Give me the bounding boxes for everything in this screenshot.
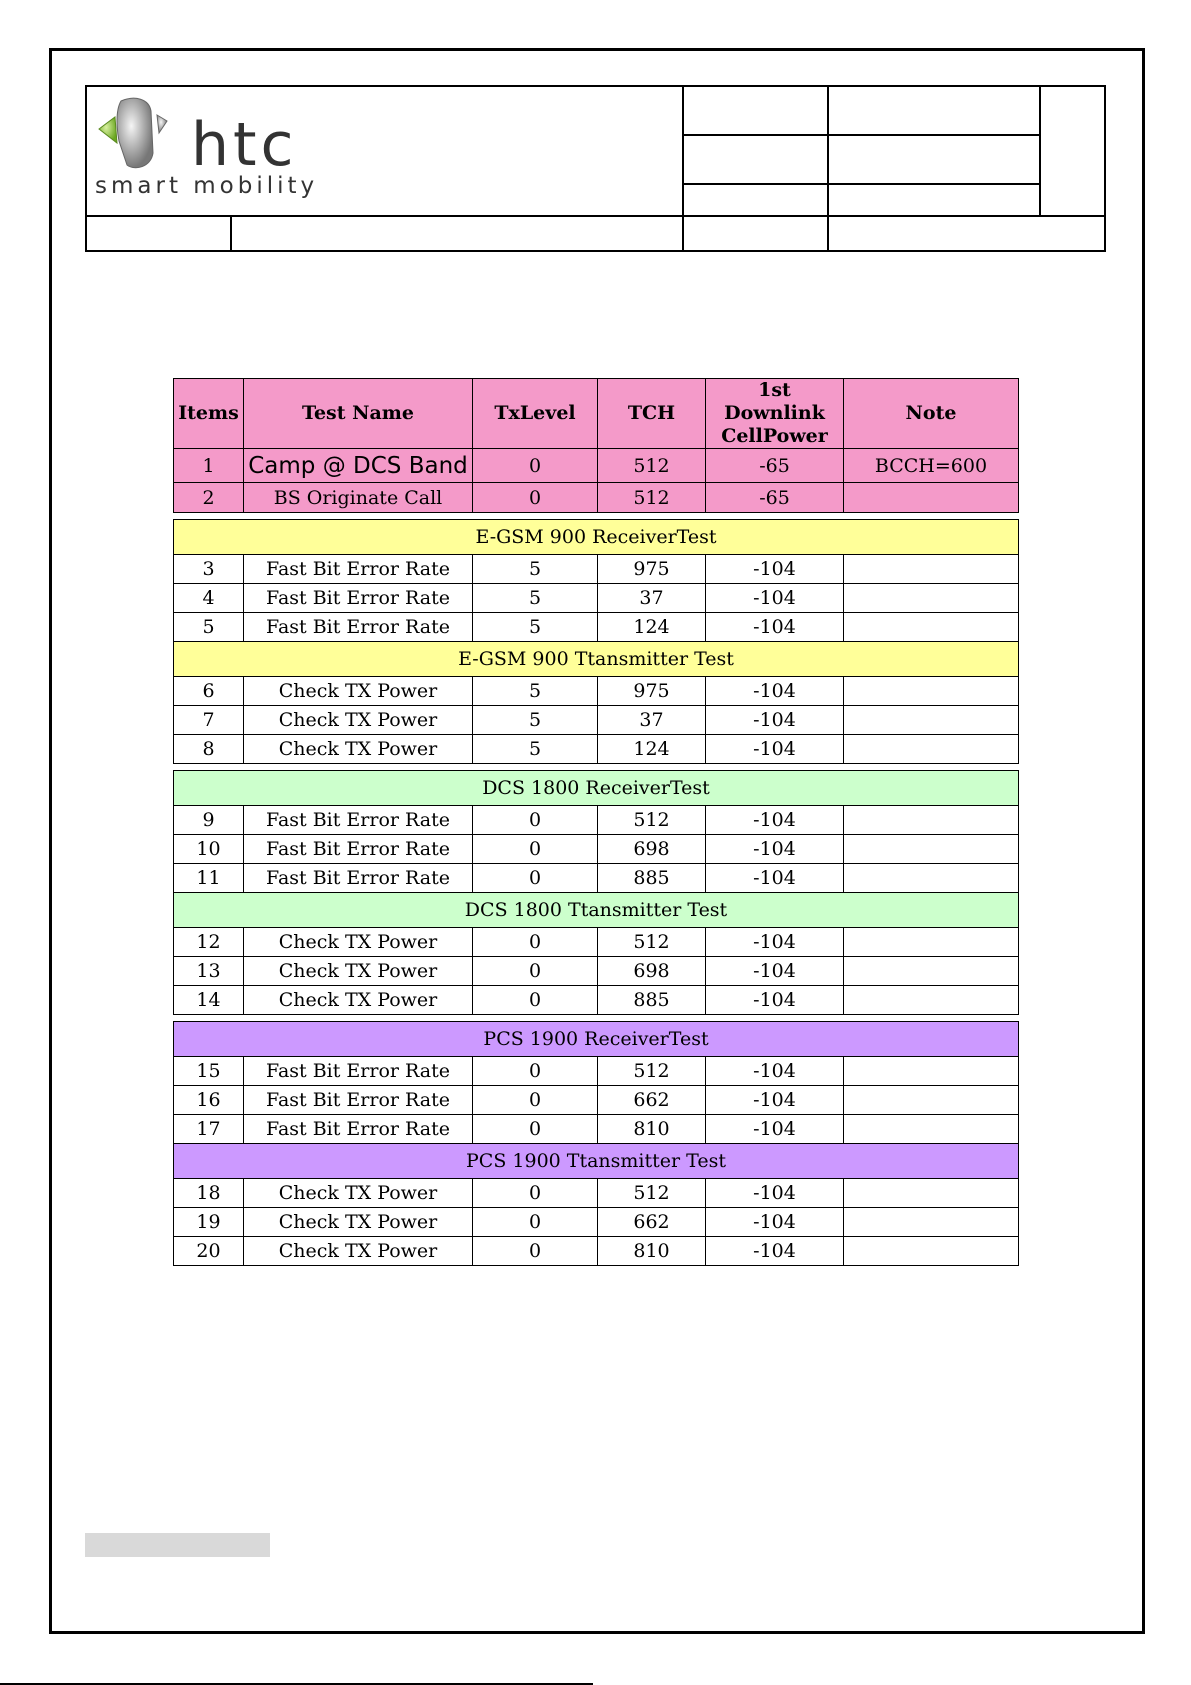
cell-txlevel: 0: [473, 928, 598, 957]
cell-test-name: Fast Bit Error Rate: [244, 1086, 473, 1115]
cell-item: 19: [174, 1208, 244, 1237]
cell-item: 16: [174, 1086, 244, 1115]
table-row: [174, 1057, 1019, 1086]
cell-test-name: Check TX Power: [244, 986, 473, 1015]
table-row: [174, 613, 1019, 642]
htc-logo: [91, 91, 321, 209]
cell-power: -104: [706, 677, 844, 706]
table-row: [174, 1208, 1019, 1237]
cell-test-name: Check TX Power: [244, 1179, 473, 1208]
cell-item: 12: [174, 928, 244, 957]
cell-item: 9: [174, 806, 244, 835]
cell-power: -65: [706, 449, 844, 483]
cell-item: 17: [174, 1115, 244, 1144]
table-header-row: [174, 379, 1019, 449]
cell-txlevel: 5: [473, 735, 598, 764]
logo-tagline: smart mobility: [95, 173, 319, 199]
cell-test-name: Fast Bit Error Rate: [244, 555, 473, 584]
cell-txlevel: 0: [473, 1115, 598, 1144]
cell-tch: 698: [598, 835, 706, 864]
htc-logo-mark-icon: [91, 91, 186, 186]
cell-power: -104: [706, 1237, 844, 1266]
cell-power: -104: [706, 864, 844, 893]
cell-tch: 124: [598, 735, 706, 764]
footer-gray-bar: [85, 1533, 270, 1557]
cell-item: 15: [174, 1057, 244, 1086]
section-spacer: [174, 764, 1019, 771]
table-row: [174, 483, 1019, 513]
cell-tch: 698: [598, 957, 706, 986]
cell-power: -65: [706, 483, 844, 513]
cell-note: [844, 735, 1019, 764]
cell-power: -104: [706, 1057, 844, 1086]
cell-test-name: Check TX Power: [244, 1208, 473, 1237]
section-spacer: [174, 513, 1019, 520]
section-header-row: [174, 771, 1019, 806]
section-header-row: [174, 893, 1019, 928]
cell-tch: 885: [598, 864, 706, 893]
header-tch: TCH: [598, 379, 706, 449]
cell-note: [844, 1208, 1019, 1237]
cell-power: -104: [706, 835, 844, 864]
cell-item: 10: [174, 835, 244, 864]
cell-item: 4: [174, 584, 244, 613]
cell-test-name: Check TX Power: [244, 957, 473, 986]
cell-item: 5: [174, 613, 244, 642]
cell-power: -104: [706, 957, 844, 986]
cell-item: 14: [174, 986, 244, 1015]
cell-test-name: Fast Bit Error Rate: [244, 584, 473, 613]
cell-test-name: Check TX Power: [244, 928, 473, 957]
cell-txlevel: 0: [473, 957, 598, 986]
table-row: [174, 706, 1019, 735]
cell-test-name: Fast Bit Error Rate: [244, 806, 473, 835]
header-cellpower: 1st Downlink CellPower: [706, 379, 844, 449]
cell-test-name: Check TX Power: [244, 706, 473, 735]
cell-txlevel: 0: [473, 1179, 598, 1208]
cell-note: [844, 555, 1019, 584]
cell-power: -104: [706, 1086, 844, 1115]
cell-test-name: Fast Bit Error Rate: [244, 613, 473, 642]
cell-test-name: Fast Bit Error Rate: [244, 1057, 473, 1086]
table-row: [174, 1179, 1019, 1208]
cell-tch: 810: [598, 1237, 706, 1266]
cell-note: [844, 584, 1019, 613]
cell-tch: 37: [598, 584, 706, 613]
cell-txlevel: 5: [473, 613, 598, 642]
table-row: [174, 677, 1019, 706]
cell-power: -104: [706, 555, 844, 584]
section-header-row: [174, 1144, 1019, 1179]
table-row: [174, 449, 1019, 483]
table-row: [174, 957, 1019, 986]
cell-tch: 662: [598, 1086, 706, 1115]
cell-tch: 512: [598, 449, 706, 483]
cell-tch: 512: [598, 1179, 706, 1208]
cell-txlevel: 5: [473, 677, 598, 706]
cell-test-name: Check TX Power: [244, 677, 473, 706]
cell-tch: 37: [598, 706, 706, 735]
cell-note: [844, 706, 1019, 735]
cell-test-name: BS Originate Call: [244, 483, 473, 513]
cell-item: 11: [174, 864, 244, 893]
cell-note: [844, 928, 1019, 957]
cell-tch: 512: [598, 806, 706, 835]
table-row: [174, 555, 1019, 584]
cell-test-name: Fast Bit Error Rate: [244, 835, 473, 864]
cell-txlevel: 0: [473, 449, 598, 483]
header-txlevel: TxLevel: [473, 379, 598, 449]
logo-wordmark: htc: [191, 110, 298, 180]
cell-txlevel: 0: [473, 1057, 598, 1086]
cell-tch: 512: [598, 483, 706, 513]
cell-note: [844, 835, 1019, 864]
section-header-row: [174, 520, 1019, 555]
table-row: [174, 928, 1019, 957]
header-test-name: Test Name: [244, 379, 473, 449]
cell-txlevel: 0: [473, 864, 598, 893]
table-row: [174, 1086, 1019, 1115]
cell-note: [844, 1086, 1019, 1115]
cell-item: 1: [174, 449, 244, 483]
cell-test-name: Fast Bit Error Rate: [244, 864, 473, 893]
table-row: [174, 584, 1019, 613]
cell-item: 7: [174, 706, 244, 735]
section-title: PCS 1900 ReceiverTest: [174, 1022, 1019, 1057]
cell-txlevel: 5: [473, 555, 598, 584]
cell-item: 8: [174, 735, 244, 764]
header-note: Note: [844, 379, 1019, 449]
cell-power: -104: [706, 735, 844, 764]
cell-note: [844, 957, 1019, 986]
cell-txlevel: 0: [473, 1086, 598, 1115]
document-header: [85, 85, 1106, 252]
cell-tch: 810: [598, 1115, 706, 1144]
cell-power: -104: [706, 986, 844, 1015]
table-row: [174, 835, 1019, 864]
header-items: Items: [174, 379, 244, 449]
cell-tch: 975: [598, 555, 706, 584]
cell-item: 6: [174, 677, 244, 706]
cell-txlevel: 0: [473, 483, 598, 513]
cell-note: [844, 613, 1019, 642]
cell-tch: 885: [598, 986, 706, 1015]
cell-txlevel: 0: [473, 1237, 598, 1266]
cell-tch: 512: [598, 1057, 706, 1086]
cell-note: [844, 483, 1019, 513]
test-table: [173, 378, 1019, 1266]
cell-power: -104: [706, 584, 844, 613]
section-title: PCS 1900 Ttansmitter Test: [174, 1144, 1019, 1179]
table-row: [174, 1237, 1019, 1266]
cell-note: [844, 986, 1019, 1015]
cell-item: 13: [174, 957, 244, 986]
cell-note: [844, 1115, 1019, 1144]
cell-note: [844, 1179, 1019, 1208]
cell-test-name: Fast Bit Error Rate: [244, 1115, 473, 1144]
cell-power: -104: [706, 613, 844, 642]
cell-txlevel: 0: [473, 806, 598, 835]
cell-item: 18: [174, 1179, 244, 1208]
cell-txlevel: 0: [473, 986, 598, 1015]
section-title: E-GSM 900 Ttansmitter Test: [174, 642, 1019, 677]
cell-note: [844, 864, 1019, 893]
section-header-row: [174, 642, 1019, 677]
cell-test-name: Camp @ DCS Band: [244, 449, 473, 483]
section-spacer: [174, 1015, 1019, 1022]
cell-txlevel: 5: [473, 584, 598, 613]
section-title: E-GSM 900 ReceiverTest: [174, 520, 1019, 555]
cell-power: -104: [706, 928, 844, 957]
cell-power: -104: [706, 806, 844, 835]
table-row: [174, 735, 1019, 764]
cell-note: BCCH=600: [844, 449, 1019, 483]
cell-txlevel: 5: [473, 706, 598, 735]
cell-power: -104: [706, 1208, 844, 1237]
section-title: DCS 1800 Ttansmitter Test: [174, 893, 1019, 928]
cell-item: 2: [174, 483, 244, 513]
cell-note: [844, 1237, 1019, 1266]
cell-tch: 975: [598, 677, 706, 706]
section-header-row: [174, 1022, 1019, 1057]
cell-test-name: Check TX Power: [244, 1237, 473, 1266]
table-row: [174, 986, 1019, 1015]
cell-power: -104: [706, 706, 844, 735]
cell-power: -104: [706, 1179, 844, 1208]
cell-note: [844, 677, 1019, 706]
cell-tch: 662: [598, 1208, 706, 1237]
table-row: [174, 864, 1019, 893]
cell-item: 3: [174, 555, 244, 584]
cell-power: -104: [706, 1115, 844, 1144]
cell-test-name: Check TX Power: [244, 735, 473, 764]
table-row: [174, 806, 1019, 835]
cell-note: [844, 806, 1019, 835]
cell-tch: 124: [598, 613, 706, 642]
cell-txlevel: 0: [473, 835, 598, 864]
cell-txlevel: 0: [473, 1208, 598, 1237]
table-row: [174, 1115, 1019, 1144]
section-title: DCS 1800 ReceiverTest: [174, 771, 1019, 806]
cell-note: [844, 1057, 1019, 1086]
cell-tch: 512: [598, 928, 706, 957]
cell-item: 20: [174, 1237, 244, 1266]
